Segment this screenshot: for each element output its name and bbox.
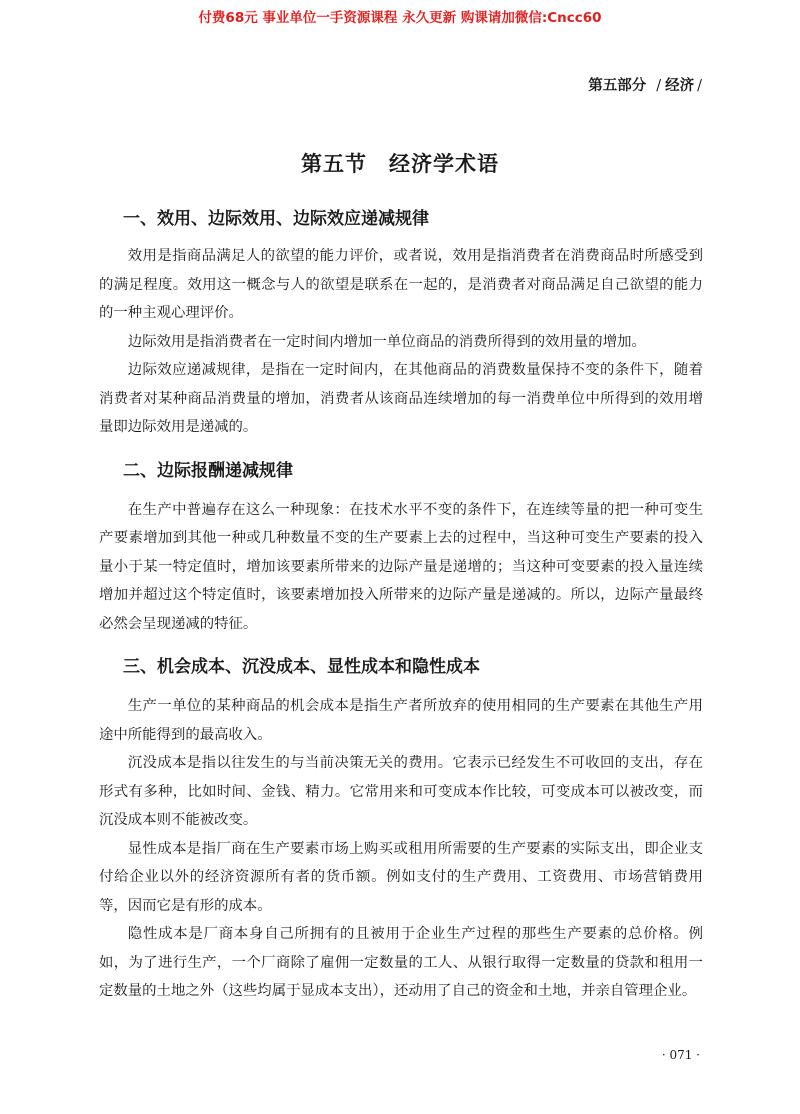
running-head-end: /	[697, 78, 702, 94]
paragraph: 隐性成本是厂商本身自己所拥有的且被用于企业生产过程的那些生产要素的总价格。例如，为了进行生产，一个厂商除了雇佣一定数量的工人、从银行取得一定数量的贷款和租用一定数量的土地之外（这些均属于显成本支出），还动用了自己的资金和土地，并亲自管理企业。	[99, 926, 703, 999]
page-body	[99, 204, 703, 1006]
promo-banner: 付费68元 事业单位一手资源课程 永久更新 购课请加微信:Cncc60	[198, 10, 602, 26]
paragraph: 显性成本是指厂商在生产要素市场上购买或租用所需要的生产要素的实际支出，即企业支付给企业以外的经济资源所有者的货币额。例如支付的生产费用、工资费用、市场营销费用等，因而它是有形的成本。	[99, 840, 703, 914]
running-head-separator: /	[656, 78, 662, 94]
paragraph: 沉没成本是指以往发生的与当前决策无关的费用。它表示已经发生不可收回的支出，存在形式有多种，比如时间、金钱、精力。它常用来和可变成本作比较，可变成本可以被改变，而沉没成本则不能被改变。	[99, 755, 703, 828]
section-name: 经济学术语	[389, 151, 499, 176]
paragraph: 边际效用是指消费者在一定时间内增加一单位商品的消费所得到的效用量的增加。	[127, 333, 646, 350]
heading-utility: 一、效用、边际效用、边际效应递减规律	[123, 209, 429, 229]
running-head	[588, 74, 702, 95]
heading-diminishing-returns: 二、边际报酬递减规律	[123, 460, 293, 481]
heading-costs: 三、机会成本、沉没成本、显性成本和隐性成本	[123, 657, 480, 677]
paragraph: 在生产中普遍存在这么一种现象：在技术水平不变的条件下，在连续等量的把一种可变生产要素增加到其他一种或几种数量不变的生产要素上去的过程中，当这种可变生产要素的投入量小于某一特定值时，增加该要素所带来的边际产量是递增的；当这种可变要素的投入量连续增加并超过这个特定值时，该要素增加投入所带来的边际产量是递减的。所以，边际产量最终必然会呈现递减的特征。	[99, 501, 703, 632]
paragraph: 生产一单位的某种商品的机会成本是指生产者所放弃的使用相同的生产要素在其他生产用途中所能得到的最高收入。	[99, 698, 703, 743]
paragraph: 效用是指商品满足人的欲望的能力评价，或者说，效用是指消费者在消费商品时所感受到的满足程度。效用这一概念与人的欲望是联系在一起的，是消费者对商品满足自己欲望的能力的一种主观心理评价。	[99, 248, 703, 321]
running-head-chapter: 经济	[665, 77, 695, 94]
page-number: · 071 ·	[661, 1048, 700, 1062]
section-title	[0, 148, 800, 178]
section-number: 第五节	[301, 151, 367, 176]
paragraph: 边际效应递减规律，是指在一定时间内，在其他商品的消费数量保持不变的条件下，随着消费者对某种商品消费量的增加，消费者从该商品连续增加的每一消费单位中所得到的效用增量即边际效用是递减的。	[99, 362, 703, 435]
running-head-part: 第五部分	[588, 77, 647, 94]
